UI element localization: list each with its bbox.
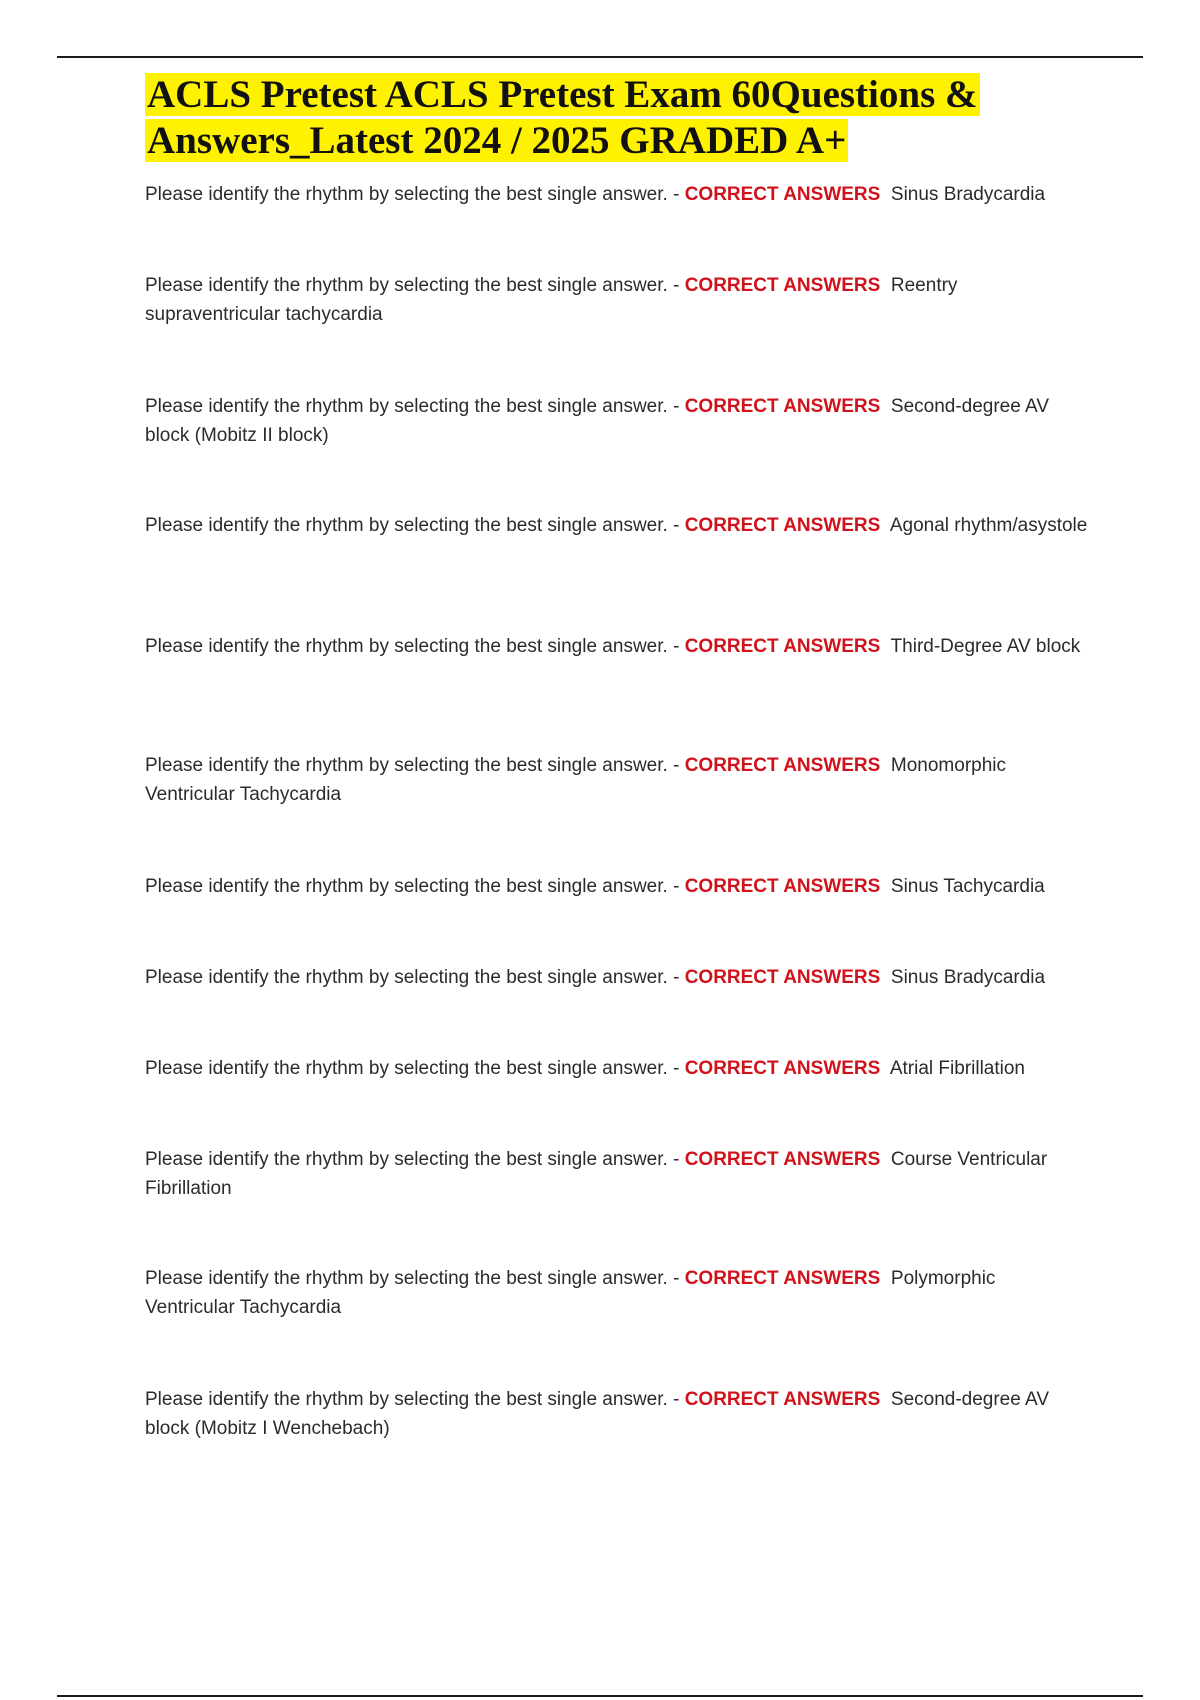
qa-item [145, 1385, 1090, 1443]
separator: - [667, 1268, 685, 1289]
separator: - [667, 396, 685, 417]
question-text: Please identify the rhythm by selecting the best single answer. [145, 396, 668, 417]
answer-text: Sinus Bradycardia [890, 184, 1046, 205]
separator: - [667, 1058, 685, 1079]
correct-answers-label: CORRECT ANSWERS [684, 876, 881, 897]
qa-item [145, 392, 1090, 450]
separator: - [667, 967, 685, 988]
correct-answers-label: CORRECT ANSWERS [684, 967, 881, 988]
correct-answers-label: CORRECT ANSWERS [684, 184, 881, 205]
qa-item [145, 180, 1090, 209]
qa-item [145, 632, 1090, 661]
separator: - [667, 515, 685, 536]
correct-answers-label: CORRECT ANSWERS [684, 1389, 881, 1410]
question-text: Please identify the rhythm by selecting the best single answer. [145, 184, 668, 205]
separator: - [667, 636, 685, 657]
question-text: Please identify the rhythm by selecting the best single answer. [145, 515, 668, 536]
answer-text: Second-degree AV block (Mobitz I Wenchebach) [145, 1389, 1049, 1439]
qa-item [145, 963, 1090, 992]
question-text: Please identify the rhythm by selecting the best single answer. [145, 1389, 668, 1410]
correct-answers-label: CORRECT ANSWERS [684, 515, 881, 536]
answer-text: Sinus Bradycardia [890, 967, 1046, 988]
qa-item [145, 1054, 1090, 1083]
question-text: Please identify the rhythm by selecting the best single answer. [145, 755, 668, 776]
document-body [145, 72, 1090, 1439]
correct-answers-label: CORRECT ANSWERS [684, 1149, 881, 1170]
correct-answers-label: CORRECT ANSWERS [684, 755, 881, 776]
question-text: Please identify the rhythm by selecting the best single answer. [145, 275, 668, 296]
answer-text: Reentry supraventricular tachycardia [145, 275, 958, 325]
qa-item [145, 511, 1090, 540]
separator: - [667, 876, 685, 897]
correct-answers-label: CORRECT ANSWERS [684, 1268, 881, 1289]
qa-item [145, 1145, 1090, 1203]
correct-answers-label: CORRECT ANSWERS [684, 636, 881, 657]
answer-text: Second-degree AV block (Mobitz II block) [145, 396, 1049, 446]
correct-answers-label: CORRECT ANSWERS [684, 275, 881, 296]
answer-text: Third-Degree AV block [890, 636, 1081, 657]
title-line-2: Answers_Latest 2024 / 2025 GRADED A+ [147, 119, 847, 162]
bottom-rule [57, 1695, 1143, 1697]
correct-answers-label: CORRECT ANSWERS [684, 396, 881, 417]
answer-text: Polymorphic Ventricular Tachycardia [145, 1268, 996, 1318]
question-text: Please identify the rhythm by selecting the best single answer. [145, 1058, 668, 1079]
question-text: Please identify the rhythm by selecting the best single answer. [145, 876, 668, 897]
separator: - [667, 755, 685, 776]
question-text: Please identify the rhythm by selecting the best single answer. [145, 636, 668, 657]
answer-text: Atrial Fibrillation [889, 1058, 1025, 1079]
question-text: Please identify the rhythm by selecting the best single answer. [145, 967, 668, 988]
title-line-1: ACLS Pretest ACLS Pretest Exam 60Questions & [147, 73, 978, 116]
qa-item [145, 751, 1090, 809]
qa-item [145, 1264, 1090, 1322]
question-text: Please identify the rhythm by selecting the best single answer. [145, 1268, 668, 1289]
document-title [145, 72, 1090, 164]
qa-item [145, 872, 1090, 901]
answer-text: Agonal rhythm/asystole [889, 515, 1088, 536]
qa-item [145, 271, 1090, 329]
top-rule [57, 56, 1143, 58]
separator: - [667, 184, 685, 205]
answer-text: Course Ventricular Fibrillation [145, 1149, 1048, 1199]
correct-answers-label: CORRECT ANSWERS [684, 1058, 881, 1079]
answer-text: Sinus Tachycardia [890, 876, 1045, 897]
question-text: Please identify the rhythm by selecting the best single answer. [145, 1149, 668, 1170]
answer-text: Monomorphic Ventricular Tachycardia [145, 755, 1006, 805]
separator: - [667, 1389, 685, 1410]
separator: - [667, 1149, 685, 1170]
separator: - [667, 275, 685, 296]
